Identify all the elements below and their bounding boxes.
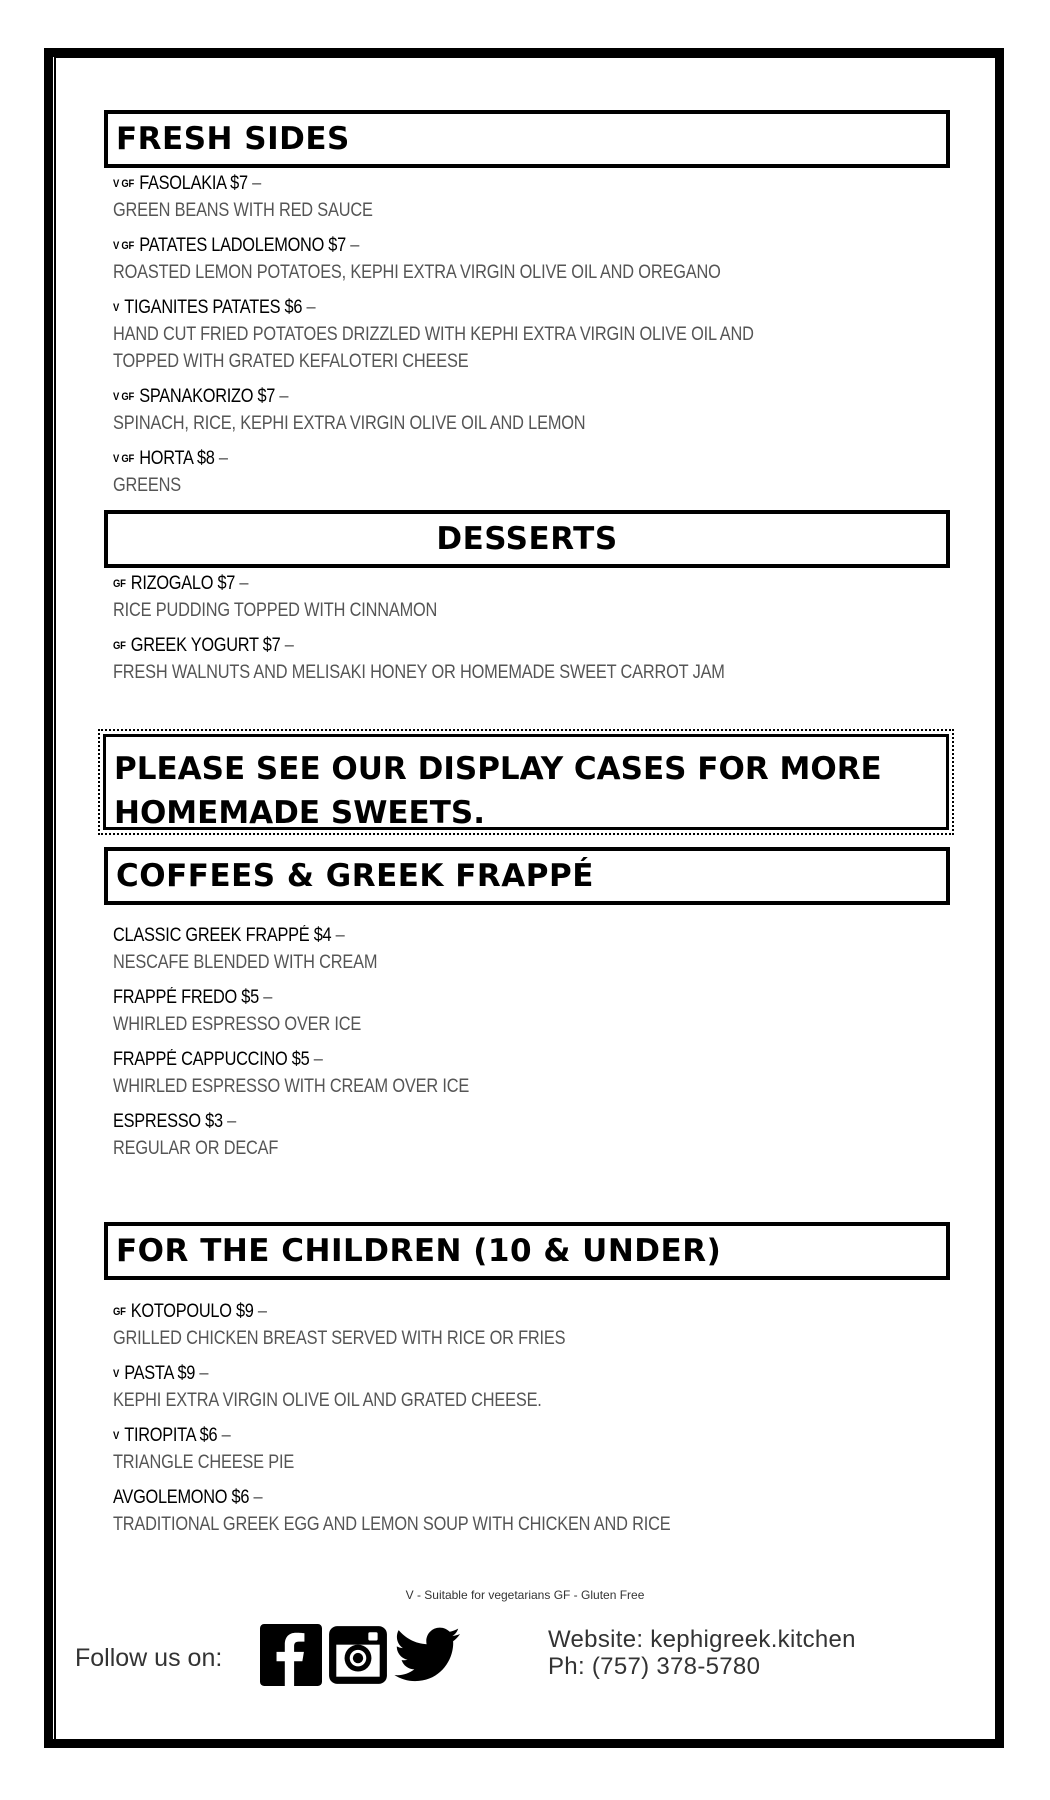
item-description: FRESH WALNUTS AND MELISAKI HONEY OR HOMEMADE SWEET CARROT JAM bbox=[113, 662, 725, 683]
notice-line-2: HOMEMADE SWEETS. bbox=[114, 795, 485, 831]
contact-info bbox=[548, 1626, 856, 1680]
menu-item bbox=[113, 923, 913, 976]
dietary-tag: GF bbox=[113, 578, 126, 590]
item-name: TIROPITA $6 bbox=[124, 1425, 218, 1446]
display-cases-notice bbox=[98, 729, 954, 835]
item-name: FASOLAKIA $7 bbox=[139, 173, 248, 194]
item-dash: – bbox=[335, 925, 345, 946]
item-dash: – bbox=[221, 1425, 231, 1446]
coffees-header bbox=[104, 847, 950, 905]
item-name: RIZOGALO $7 bbox=[130, 573, 236, 594]
menu-item bbox=[113, 1485, 913, 1538]
item-name: ESPRESSO $3 bbox=[113, 1111, 223, 1132]
fresh-sides-header bbox=[104, 110, 950, 168]
item-name: HORTA $8 bbox=[139, 448, 215, 469]
menu-item bbox=[113, 1047, 913, 1100]
item-description: WHIRLED ESPRESSO WITH CREAM OVER ICE bbox=[113, 1076, 470, 1097]
coffees-title: COFFEES & GREEK FRAPPÉ bbox=[116, 858, 594, 894]
item-dash: – bbox=[199, 1363, 209, 1384]
menu-item bbox=[113, 171, 913, 224]
facebook-icon[interactable] bbox=[260, 1624, 322, 1686]
item-description: GREEN BEANS WITH RED SAUCE bbox=[113, 200, 373, 221]
dietary-tag: V GF bbox=[113, 391, 135, 403]
item-dash: – bbox=[306, 297, 316, 318]
item-description: ROASTED LEMON POTATOES, KEPHI EXTRA VIRGIN OLIVE OIL AND OREGANO bbox=[113, 262, 721, 283]
item-description: REGULAR OR DECAF bbox=[113, 1138, 279, 1159]
item-description: TRIANGLE CHEESE PIE bbox=[113, 1452, 295, 1473]
dietary-tag: V bbox=[113, 302, 120, 314]
dietary-legend: V - Suitable for vegetarians GF - Gluten Free bbox=[405, 1588, 645, 1602]
desserts-title: DESSERTS bbox=[436, 521, 618, 557]
item-name: FRAPPÉ CAPPUCCINO $5 bbox=[113, 1049, 310, 1070]
menu-item bbox=[113, 1299, 913, 1352]
item-description: RICE PUDDING TOPPED WITH CINNAMON bbox=[113, 600, 438, 621]
item-dash: – bbox=[227, 1111, 236, 1132]
menu-item bbox=[113, 985, 913, 1038]
item-description: HAND CUT FRIED POTATOES DRIZZLED WITH KEPHI EXTRA VIRGIN OLIVE OIL AND bbox=[113, 324, 754, 345]
phone-number: Ph: (757) 378-5780 bbox=[548, 1653, 761, 1680]
dietary-tag: V bbox=[113, 1368, 120, 1380]
item-description: WHIRLED ESPRESSO OVER ICE bbox=[113, 1014, 362, 1035]
dietary-tag: GF bbox=[113, 1306, 126, 1318]
menu-item bbox=[113, 384, 913, 437]
item-dash: – bbox=[218, 448, 228, 469]
menu-item bbox=[113, 1423, 913, 1476]
item-description: TRADITIONAL GREEK EGG AND LEMON SOUP WITH CHICKEN AND RICE bbox=[113, 1514, 671, 1535]
follow-label: Follow us on: bbox=[75, 1644, 223, 1672]
item-dash: – bbox=[350, 235, 360, 256]
children-title: FOR THE CHILDREN (10 & UNDER) bbox=[116, 1233, 722, 1269]
dietary-tag: V GF bbox=[113, 453, 135, 465]
item-name: PASTA $9 bbox=[124, 1363, 196, 1384]
item-dash: – bbox=[284, 635, 294, 656]
dietary-tag: V bbox=[113, 1430, 120, 1442]
coffees-list bbox=[113, 923, 913, 1171]
children-header bbox=[104, 1222, 950, 1280]
item-dash: – bbox=[252, 173, 261, 194]
item-description: GRILLED CHICKEN BREAST SERVED WITH RICE OR FRIES bbox=[113, 1328, 566, 1349]
item-dash: – bbox=[257, 1301, 267, 1322]
menu-item bbox=[113, 233, 913, 286]
item-dash: – bbox=[253, 1487, 263, 1508]
item-description: SPINACH, RICE, KEPHI EXTRA VIRGIN OLIVE OIL AND LEMON bbox=[113, 413, 586, 434]
menu-item bbox=[113, 1361, 913, 1414]
fresh-sides-title: FRESH SIDES bbox=[116, 121, 350, 157]
twitter-icon[interactable] bbox=[393, 1624, 463, 1686]
item-dash: – bbox=[279, 386, 289, 407]
desserts-list bbox=[113, 571, 913, 695]
item-dash: – bbox=[313, 1049, 323, 1070]
item-name: GREEK YOGURT $7 bbox=[130, 635, 281, 656]
dietary-tag: V GF bbox=[113, 240, 135, 252]
item-name: PATATES LADOLEMONO $7 bbox=[139, 235, 346, 256]
dietary-tag: GF bbox=[113, 640, 126, 652]
item-description: GREENS bbox=[113, 475, 181, 496]
item-dash: – bbox=[239, 573, 249, 594]
item-name: FRAPPÉ FREDO $5 bbox=[113, 987, 259, 1008]
item-description: NESCAFE BLENDED WITH CREAM bbox=[113, 952, 378, 973]
desserts-header bbox=[104, 510, 950, 568]
menu-item bbox=[113, 633, 913, 686]
item-dash: – bbox=[263, 987, 273, 1008]
item-name: SPANAKORIZO $7 bbox=[139, 386, 276, 407]
footer bbox=[75, 1620, 975, 1700]
fresh-sides-list bbox=[113, 171, 913, 508]
dietary-tag: V GF bbox=[113, 178, 135, 190]
instagram-icon[interactable] bbox=[327, 1624, 389, 1686]
menu-item bbox=[113, 446, 913, 499]
item-description: KEPHI EXTRA VIRGIN OLIVE OIL AND GRATED CHEESE. bbox=[113, 1390, 542, 1411]
item-description: TOPPED WITH GRATED KEFALOTERI CHEESE bbox=[113, 351, 469, 372]
item-name: TIGANITES PATATES $6 bbox=[124, 297, 303, 318]
menu-item bbox=[113, 571, 913, 624]
notice-line-1: PLEASE SEE OUR DISPLAY CASES FOR MORE bbox=[114, 751, 882, 787]
item-name: CLASSIC GREEK FRAPPÉ $4 bbox=[113, 925, 332, 946]
menu-item bbox=[113, 1109, 913, 1162]
children-list bbox=[113, 1299, 913, 1547]
menu-item bbox=[113, 295, 913, 375]
website-link[interactable]: Website: kephigreek.kitchen bbox=[548, 1626, 856, 1653]
item-name: KOTOPOULO $9 bbox=[130, 1301, 254, 1322]
item-name: AVGOLEMONO $6 bbox=[113, 1487, 250, 1508]
